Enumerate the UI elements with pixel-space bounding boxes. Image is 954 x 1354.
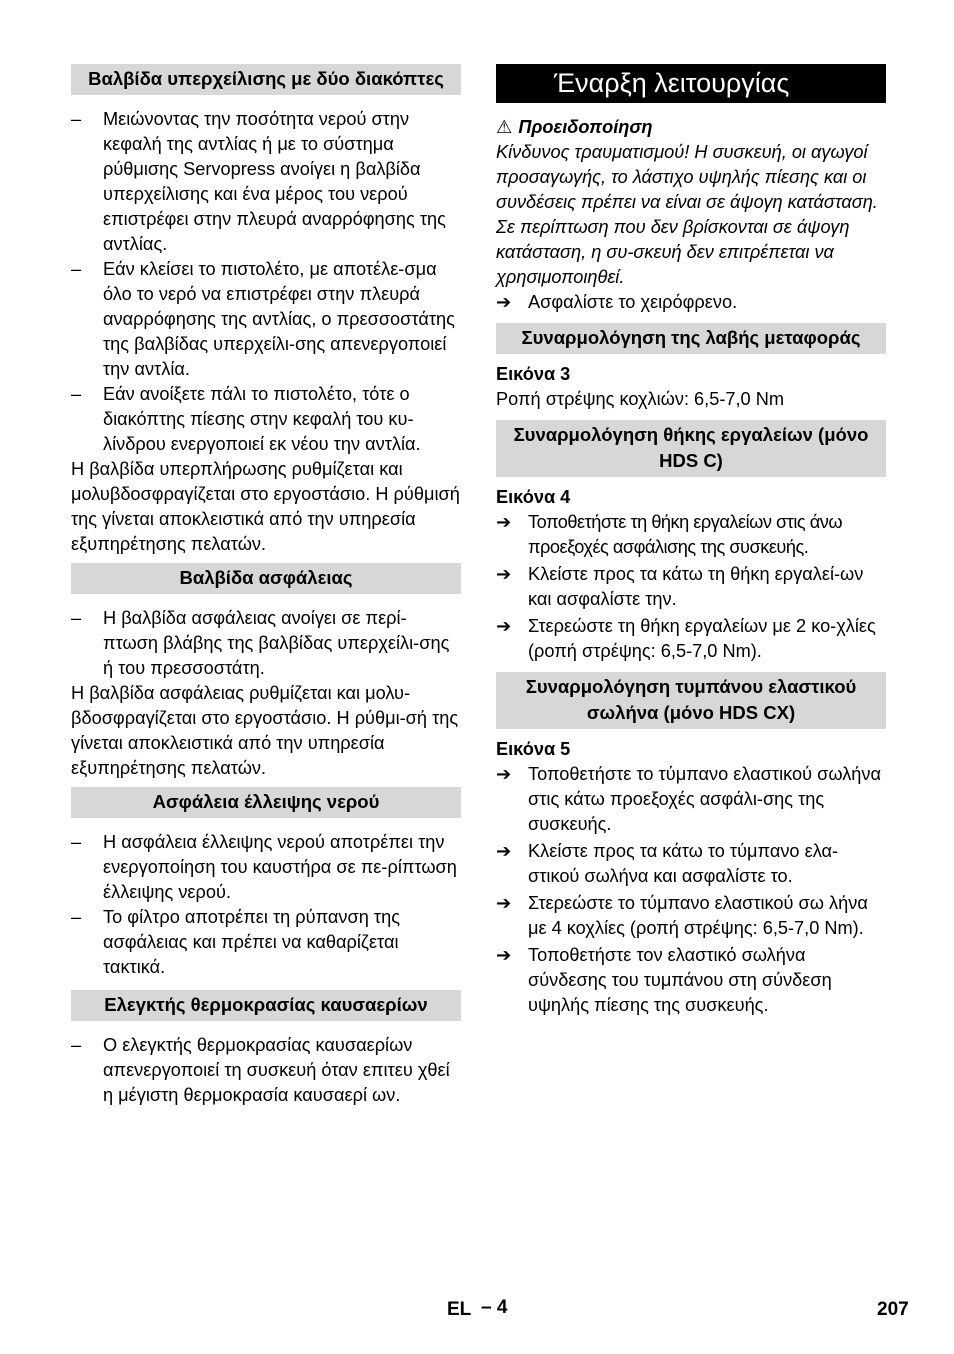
list-item <box>496 614 886 664</box>
section-heading-safety-valve: Βαλβίδα ασφάλειας <box>71 563 461 594</box>
figure-reference: Εικόνα 4 <box>496 487 571 507</box>
arrow-right-icon: ➔ <box>496 512 511 532</box>
right-column <box>496 64 886 1018</box>
figure-reference: Εικόνα 5 <box>496 739 571 759</box>
step-text: Κλείστε προς τα κάτω τη θήκη εργαλεί-ων και ασφαλίστε την. <box>528 564 864 609</box>
step-text: Ασφαλίστε το χειρόφρενο. <box>528 292 738 312</box>
step-text: Τοποθετήστε τον ελαστικό σωλήνα σύνδεσης του τυμπάνου στη σύνδεση υψηλής πίεσης της συσκευής. <box>528 945 832 1015</box>
list-item <box>496 510 886 560</box>
arrow-right-icon: ➔ <box>496 945 512 965</box>
paragraph: Η βαλβίδα υπερπλήρωσης ρυθμίζεται και μολυβδοσφραγίζεται στο εργοστάσιο. Η ρύθμισή της γίνεται αποκλειστικά από την υπηρεσία εξυπηρέτησης πελατών. <box>71 459 460 554</box>
arrow-right-icon: ➔ <box>496 616 512 636</box>
section-heading-toolbox: Συναρμολόγηση θήκης εργαλείων (μόνο HDS C) <box>496 420 886 477</box>
chapter-title: Έναρξη λειτουργίας <box>496 64 886 103</box>
warning-heading <box>496 115 886 140</box>
arrow-right-icon: ➔ <box>496 292 512 312</box>
section-heading-water-shortage: Ασφάλεια έλλειψης νερού <box>71 787 461 818</box>
list-item: – Η ασφάλεια έλλειψης νερού αποτρέπει την ενεργοποίηση του καυστήρα σε πε-ρίπτωση έλλειψης νερού. <box>71 830 461 905</box>
list-item <box>496 943 886 1018</box>
arrow-right-icon: ➔ <box>496 841 512 861</box>
step-text: Στερεώστε το τύμπανο ελαστικού σω λήνα με 4 κοχλίες (ροπή στρέψης: 6,5-7,0 Nm). <box>528 893 868 938</box>
section-heading-handle: Συναρμολόγηση της λαβής μεταφοράς <box>496 323 886 354</box>
left-column <box>71 64 461 1108</box>
page-number: 207 <box>877 1299 909 1320</box>
arrow-right-icon: ➔ <box>496 564 512 584</box>
footer-section-page: – 4 <box>481 1297 508 1318</box>
section-heading-exhaust-temperature: Ελεγκτής θερμοκρασίας καυσαερίων <box>71 990 461 1021</box>
step-text: Τοποθετήστε το τύμπανο ελαστικού σωλήνα στις κάτω προεξοχές ασφάλι-σης της συσκευής. <box>528 764 882 834</box>
step-text: Κλείστε προς τα κάτω το τύμπανο ελα-στικού σωλήνα και ασφαλίστε το. <box>528 841 839 886</box>
footer-language: EL <box>447 1299 472 1320</box>
list-item: – Η βαλβίδα ασφάλειας ανοίγει σε περί-πτωση βλάβης της βαλβίδας υπερχείλι-σης ή του πρεσσοστάτη. <box>71 606 461 681</box>
warning-triangle-icon: ⚠ <box>496 117 513 137</box>
list-item <box>496 762 886 837</box>
step-text: Τοποθετήστε τη θήκη εργαλείων στις άνω προεξοχές ασφάλισης της συσκευής. <box>528 512 843 557</box>
section-heading-overflow-valve: Βαλβίδα υπερχείλισης με δύο διακόπτες <box>71 64 461 95</box>
list-item: – Ο ελεγκτής θερμοκρασίας καυσαερίων απενεργοποιεί τη συσκευή όταν επιτευ χθεί η μέγιστη θερμοκρασία καυσαερί ων. <box>71 1033 461 1108</box>
list-item <box>496 891 886 941</box>
arrow-right-icon: ➔ <box>496 893 512 913</box>
list-item: – Το φίλτρο αποτρέπει τη ρύπανση της ασφάλειας και πρέπει να καθαρίζεται τακτικά. <box>71 905 461 980</box>
section-heading-hose-drum: Συναρμολόγηση τυμπάνου ελαστικού σωλήνα (μόνο HDS CX) <box>496 672 886 729</box>
step-text: Στερεώστε τη θήκη εργαλείων με 2 κο-χλίες (ροπή στρέψης: 6,5-7,0 Nm). <box>528 616 876 661</box>
list-item: – Εάν ανοίξετε πάλι το πιστολέτο, τότε ο διακόπτης πίεσης στην κεφαλή του κυ-λίνδρου ενεργοποιεί εκ νέου την αντλία. <box>71 382 461 457</box>
list-item <box>496 839 886 889</box>
warning-text: Κίνδυνος τραυματισμού! Η συσκευή, οι αγωγοί προσαγωγής, το λάστιχο υψηλής πίεσης και οι συνδέσεις πρέπει να είναι σε άψογη κατάσταση. Σε περίπτωση που δεν βρίσκονται σε άψογη κατάσταση, η συ-σκευή δεν επιτρέπεται να χρησιμοποιηθεί. <box>496 142 878 287</box>
list-item: – Μειώνοντας την ποσότητα νερού στην κεφαλή της αντλίας ή με το σύστημα ρύθμισης Servopress ανοίγει η βαλβίδα υπερχείλισης και ένα μέρος του νερού επιστρέφει στην πλευρά αναρρόφησης της αντλίας. <box>71 107 461 257</box>
warning-label: Προειδοποίηση <box>518 117 653 137</box>
list-item: – Εάν κλείσει το πιστολέτο, με αποτέλε-σμα όλο το νερό να επιστρέφει στην πλευρά αναρρόφησης της αντλίας, ο πρεσσοστάτης της βαλβίδας υπερχείλι-σης απενεργοποιεί την αντλία. <box>71 257 461 382</box>
list-item <box>496 290 886 315</box>
arrow-right-icon: ➔ <box>496 764 512 784</box>
paragraph: Η βαλβίδα ασφάλειας ρυθμίζεται και μολυ-βδοσφραγίζεται στο εργοστάσιο. Η ρύθμι-σή της γίνεται αποκλειστικά από την υπηρεσία εξυπηρέτησης πελατών. <box>71 683 459 778</box>
figure-reference: Εικόνα 3 <box>496 364 571 384</box>
list-item <box>496 562 886 612</box>
paragraph: Ροπή στρέψης κοχλιών: 6,5-7,0 Nm <box>496 389 785 409</box>
